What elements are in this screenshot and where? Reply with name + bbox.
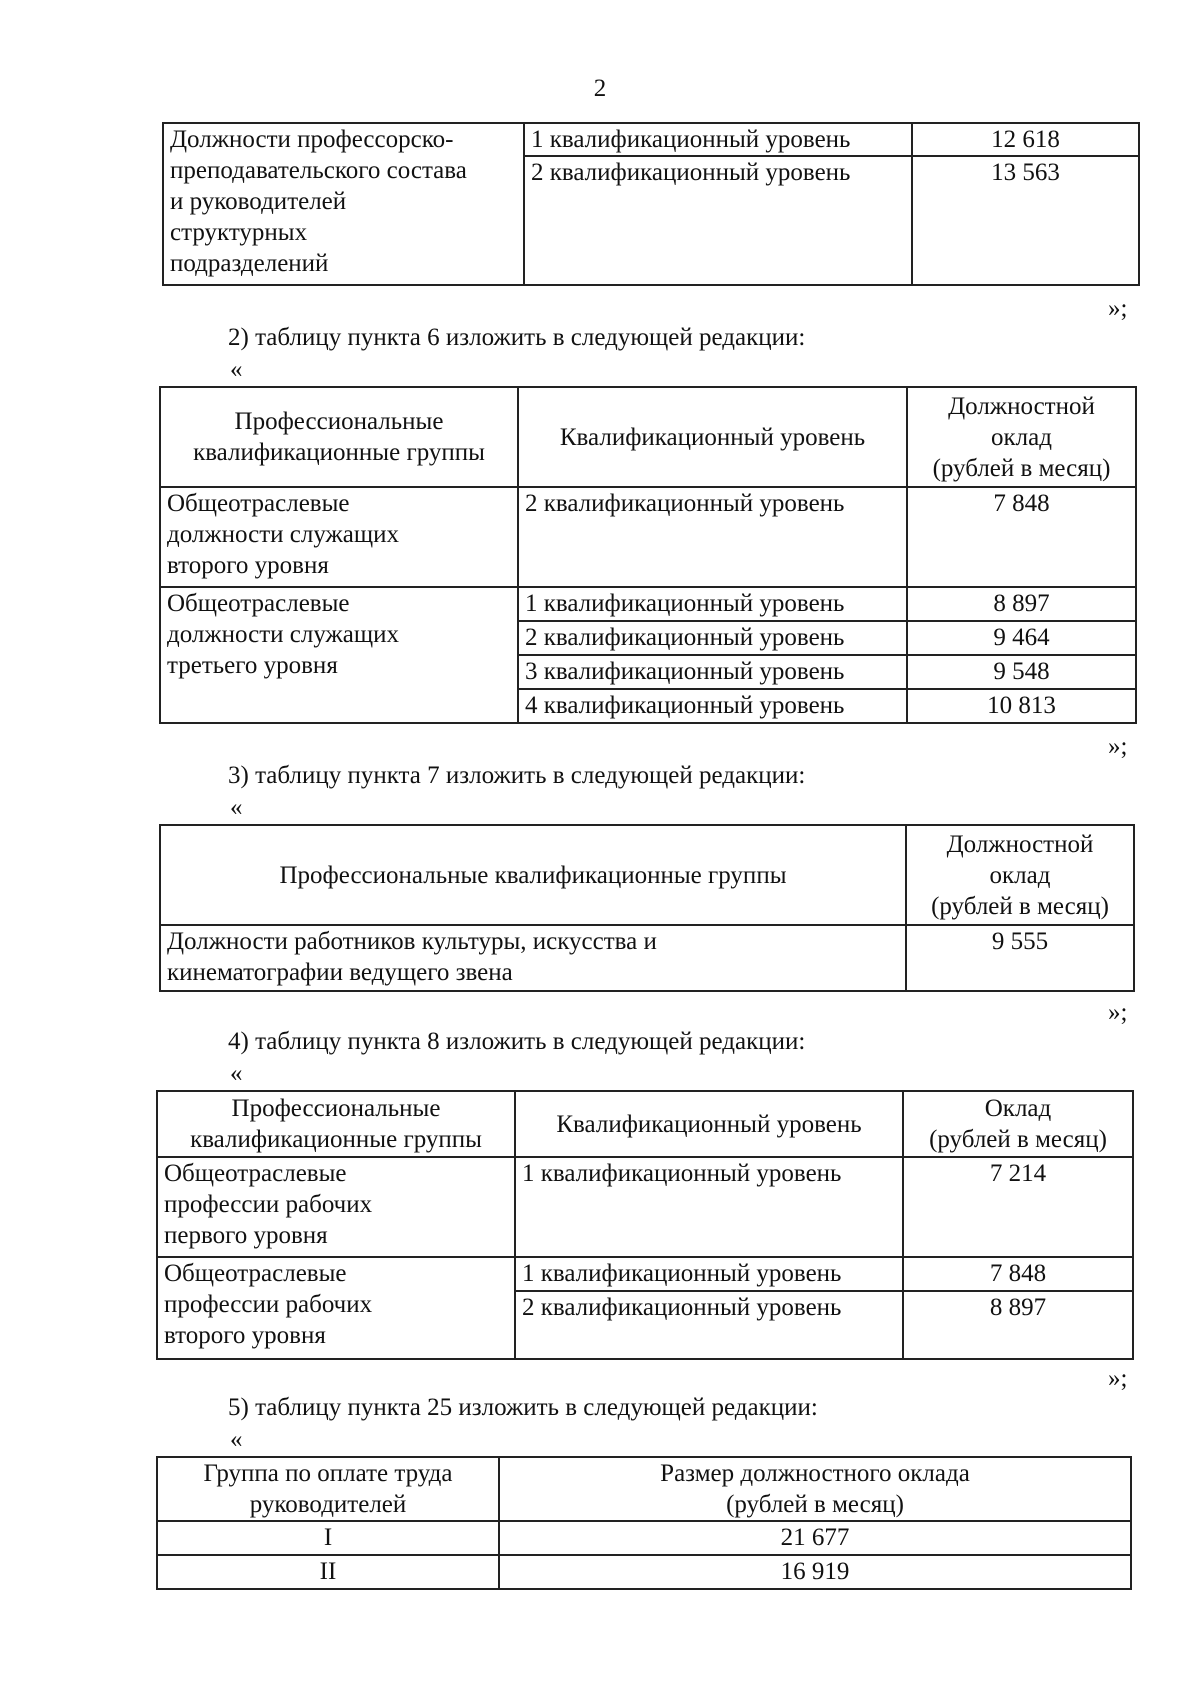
page-number: 2 (593, 75, 607, 102)
section-5-intro: 5) таблицу пункта 25 изложить в следующей редакции: (228, 1394, 818, 1421)
salary-cell: 9 464 (907, 621, 1136, 655)
salary-cell: 9 548 (907, 655, 1136, 689)
section-2-intro: 2) таблицу пункта 6 изложить в следующей редакции: (228, 324, 806, 351)
table-professorial-staff (162, 122, 1140, 286)
salary-cell: 7 848 (907, 487, 1136, 587)
table-section-4 (156, 1090, 1134, 1360)
group-cell: I (157, 1521, 499, 1555)
header-group: Профессиональные квалификационные группы (160, 825, 906, 925)
group-cell: Общеотраслевые должности служащих третьего уровня (160, 587, 518, 723)
header-group: Профессиональные квалификационные группы (157, 1091, 515, 1157)
level-cell: 4 квалификационный уровень (518, 689, 907, 723)
salary-cell: 8 897 (903, 1291, 1133, 1359)
table-section-5 (156, 1456, 1132, 1590)
salary-cell: 13 563 (912, 156, 1139, 285)
level-cell: 2 квалификационный уровень (524, 156, 912, 285)
header-group: Профессиональные квалификационные группы (160, 387, 518, 487)
group-cell: Общеотраслевые профессии рабочих второго уровня (157, 1257, 515, 1359)
opening-mark: « (230, 356, 243, 383)
salary-cell: 7 848 (903, 1257, 1133, 1291)
level-cell: 1 квалификационный уровень (515, 1157, 903, 1257)
header-salary: Должностной оклад (рублей в месяц) (907, 387, 1136, 487)
opening-mark: « (230, 1426, 243, 1453)
header-salary: Размер должностного оклада (рублей в месяц) (499, 1457, 1131, 1521)
level-cell: 2 квалификационный уровень (518, 621, 907, 655)
opening-mark: « (230, 1060, 243, 1087)
salary-cell: 10 813 (907, 689, 1136, 723)
salary-cell: 21 677 (499, 1521, 1131, 1555)
group-cell: Общеотраслевые профессии рабочих первого уровня (157, 1157, 515, 1257)
salary-cell: 8 897 (907, 587, 1136, 621)
salary-cell: 7 214 (903, 1157, 1133, 1257)
level-cell: 1 квалификационный уровень (524, 123, 912, 156)
level-cell: 2 квалификационный уровень (515, 1291, 903, 1359)
closing-mark: »; (1108, 1365, 1128, 1392)
header-level: Квалификационный уровень (518, 387, 907, 487)
group-cell: Общеотраслевые должности служащих второго уровня (160, 487, 518, 587)
group-cell: II (157, 1555, 499, 1589)
group-cell: Должности работников культуры, искусства и кинематографии ведущего звена (160, 925, 906, 991)
closing-mark: »; (1108, 295, 1128, 322)
header-salary: Должностной оклад (рублей в месяц) (906, 825, 1134, 925)
group-cell: Должности профессорско- преподавательского состава и руководителей структурных подразделений (163, 123, 524, 285)
level-cell: 1 квалификационный уровень (518, 587, 907, 621)
header-salary: Оклад (рублей в месяц) (903, 1091, 1133, 1157)
opening-mark: « (230, 794, 243, 821)
closing-mark: »; (1108, 733, 1128, 760)
level-cell: 1 квалификационный уровень (515, 1257, 903, 1291)
table-section-3 (159, 824, 1135, 992)
header-level: Квалификационный уровень (515, 1091, 903, 1157)
header-group: Группа по оплате труда руководителей (157, 1457, 499, 1521)
section-3-intro: 3) таблицу пункта 7 изложить в следующей редакции: (228, 762, 806, 789)
section-4-intro: 4) таблицу пункта 8 изложить в следующей редакции: (228, 1028, 806, 1055)
closing-mark: »; (1108, 999, 1128, 1026)
salary-cell: 12 618 (912, 123, 1139, 156)
table-section-2 (159, 386, 1137, 724)
salary-cell: 9 555 (906, 925, 1134, 991)
level-cell: 3 квалификационный уровень (518, 655, 907, 689)
salary-cell: 16 919 (499, 1555, 1131, 1589)
level-cell: 2 квалификационный уровень (518, 487, 907, 587)
